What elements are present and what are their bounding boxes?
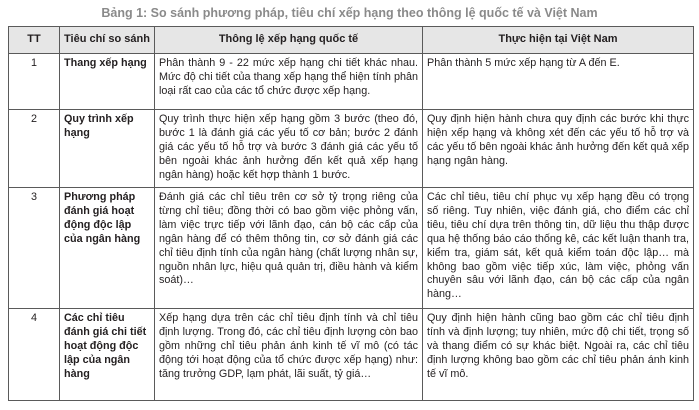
header-international: Thông lệ xếp hạng quốc tế <box>155 27 423 54</box>
row-number: 1 <box>9 54 60 110</box>
row-criteria: Các chỉ tiêu đánh giá chi tiết hoạt động độc lập của ngân hàng <box>60 309 155 401</box>
comparison-table <box>8 26 694 401</box>
row-criteria: Quy trình xếp hạng <box>60 110 155 188</box>
row-number: 3 <box>9 188 60 309</box>
table-caption: Bảng 1: So sánh phương pháp, tiêu chí xếp hạng theo thông lệ quốc tế và Việt Nam <box>101 6 598 20</box>
header-tt: TT <box>9 27 60 54</box>
row-criteria: Thang xếp hạng <box>60 54 155 110</box>
row-vietnam: Quy định hiện hành cũng bao gồm các chỉ tiêu định tính và định lượng; tuy nhiên, mức độ chi tiết, trọng số và thang điểm có sự khác biệt. Ngoài ra, các chỉ tiêu định lượng không bao gồm các chỉ tiêu phản ánh kinh tế vĩ mô. <box>423 309 694 401</box>
row-vietnam: Phân thành 5 mức xếp hạng từ A đến E. <box>423 54 694 110</box>
header-vietnam: Thực hiện tại Việt Nam <box>423 27 694 54</box>
row-number: 4 <box>9 309 60 401</box>
table-row <box>9 309 694 401</box>
table-header-row <box>9 27 694 54</box>
header-criteria: Tiêu chí so sánh <box>60 27 155 54</box>
row-international: Xếp hạng dựa trên các chỉ tiêu định tính và chỉ tiêu định lượng. Trong đó, các chỉ tiêu định lượng còn bao gồm những chỉ tiêu phản ánh kinh tế vĩ mô (có tác động tới hoạt động của tổ chức được xếp hạng) như: tăng trưởng GDP, lạm phát, lãi suất, tỷ giá… <box>155 309 423 401</box>
row-vietnam: Quy định hiện hành chưa quy định các bước khi thực hiện xếp hạng và không xét đến các yếu tố hỗ trợ và các yếu tố bên ngoài khác ảnh hưởng đến kết quả xếp hạng ngân hàng. <box>423 110 694 188</box>
row-international: Quy trình thực hiện xếp hạng gồm 3 bước (theo đó, bước 1 là đánh giá các yếu tố cơ bản; bước 2 đánh giá các yếu tố hỗ trợ và bước 3 đánh giá các yếu tố bên ngoài khác ảnh hưởng đến kết quả xếp hạng ngân hàng) hoặc kết hợp thành 1 bước. <box>155 110 423 188</box>
row-international: Phân thành 9 - 22 mức xếp hạng chi tiết khác nhau. Mức độ chi tiết của thang xếp hạng thể hiện tính phân loại rất cao của các tổ chức được xếp hạng. <box>155 54 423 110</box>
row-criteria: Phương pháp đánh giá hoạt động độc lập của ngân hàng <box>60 188 155 309</box>
row-number: 2 <box>9 110 60 188</box>
table-row <box>9 54 694 110</box>
table-row <box>9 188 694 309</box>
row-international: Đánh giá các chỉ tiêu trên cơ sở tỷ trọng riêng của từng chỉ tiêu; đồng thời có bao gồm việc phỏng vấn, làm việc trực tiếp với lãnh đạo, cán bộ các cấp của ngân hàng để có thêm thông tin, cơ sở đánh giá các chỉ tiêu định tính của ngân hàng (chất lượng nhân sự, nguồn nhân lực, hiệu quả quản trị, điều hành và kiểm soát)… <box>155 188 423 309</box>
row-vietnam: Các chỉ tiêu, tiêu chí phục vụ xếp hạng đều có trọng số riêng. Tuy nhiên, việc đánh giá, cho điểm các chỉ tiêu, tiêu chí dựa trên thông tin, dữ liệu thu thập được qua hệ thống báo cáo thống kê, các kết luận thanh tra, kiểm tra, giám sát, kết quả kiểm toán độc lập… mà không bao gồm việc tiếp xúc, làm việc, phỏng vấn chuyên sâu với lãnh đạo, cán bộ các cấp của ngân hàng… <box>423 188 694 309</box>
table-row <box>9 110 694 188</box>
